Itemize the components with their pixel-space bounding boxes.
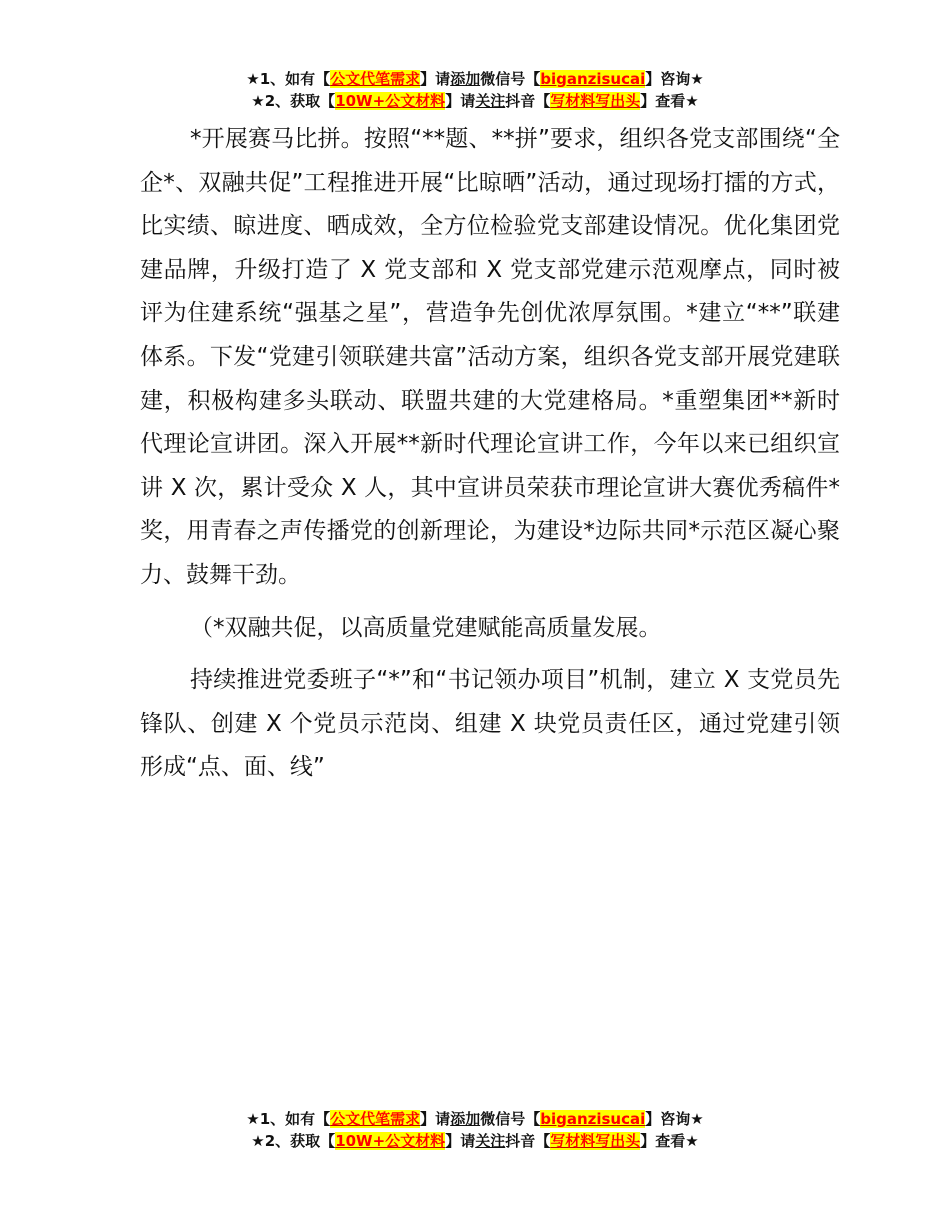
banner-text: ★1、如有【 <box>246 1110 331 1128</box>
wechat-id: biganzisucai <box>540 70 646 88</box>
emphasis-text: 关注 <box>475 1132 506 1150</box>
header-banner <box>0 68 950 112</box>
banner-text: 抖音【 <box>505 92 551 110</box>
footer-banner <box>0 1108 950 1152</box>
banner-text: ★1、如有【 <box>246 70 331 88</box>
banner-text: 抖音【 <box>505 1132 551 1150</box>
highlight-text: 公文代笔需求 <box>330 70 421 88</box>
banner-text: 】请 <box>420 70 451 88</box>
emphasis-text: 关注 <box>475 92 506 110</box>
banner-line-2 <box>0 90 950 112</box>
body-paragraph-2: （*双融共促，以高质量党建赋能高质量发展。 <box>190 614 662 641</box>
banner-text: ★2、获取【 <box>251 1132 336 1150</box>
highlight-text: 10W+公文材料 <box>335 92 446 110</box>
banner-text: 微信号【 <box>480 70 541 88</box>
document-body <box>140 118 840 790</box>
emphasis-text: 添加 <box>450 1110 481 1128</box>
emphasis-text: 添加 <box>450 70 481 88</box>
banner-text: 】查看★ <box>640 92 699 110</box>
banner-text: 】咨询★ <box>645 1110 704 1128</box>
banner-text: 微信号【 <box>480 1110 541 1128</box>
wechat-id: biganzisucai <box>540 1110 646 1128</box>
banner-line-1 <box>0 68 950 90</box>
banner-line-2 <box>0 1130 950 1152</box>
douyin-id: 写材料写出头 <box>550 1132 641 1150</box>
banner-text: 】查看★ <box>640 1132 699 1150</box>
highlight-text: 公文代笔需求 <box>330 1110 421 1128</box>
body-paragraph-3: 持续推进党委班子“*”和“书记领办项目”机制，建立 X 支党员先锋队、创建 X 个党员示范岗、组建 X 块党员责任区，通过党建引领形成“点、面、线” <box>140 667 840 781</box>
highlight-text: 10W+公文材料 <box>335 1132 446 1150</box>
banner-text: 】咨询★ <box>645 70 704 88</box>
douyin-id: 写材料写出头 <box>550 92 641 110</box>
banner-line-1 <box>0 1108 950 1130</box>
banner-text: 】请 <box>445 92 476 110</box>
banner-text: ★2、获取【 <box>251 92 336 110</box>
banner-text: 】请 <box>445 1132 476 1150</box>
body-paragraph-1: *开展赛马比拼。按照“**题、**拼”要求，组织各党支部围绕“全企*、双融共促”工程推进开展“比晾晒”活动，通过现场打擂的方式，比实绩、晾进度、晒成效，全方位检验党支部建设情况。优化集团党建品牌，升级打造了 X 党支部和 X 党支部党建示范观摩点，同时被评为住建系统“强基之星”，营造争先创优浓厚氛围。*建立“**”联建体系。下发“党建引领联建共富”活动方案，组织各党支部开展党建联建，积极构建多头联动、联盟共建的大党建格局。*重塑集团**新时代理论宣讲团。深入开展**新时代理论宣讲工作，今年以来已组织宣讲 X 次，累计受众 X 人，其中宣讲员荣获市理论宣讲大赛优秀稿件*奖，用青春之声传播党的创新理论，为建设*边际共同*示范区凝心聚力、鼓舞干劲。 <box>140 126 840 588</box>
banner-text: 】请 <box>420 1110 451 1128</box>
